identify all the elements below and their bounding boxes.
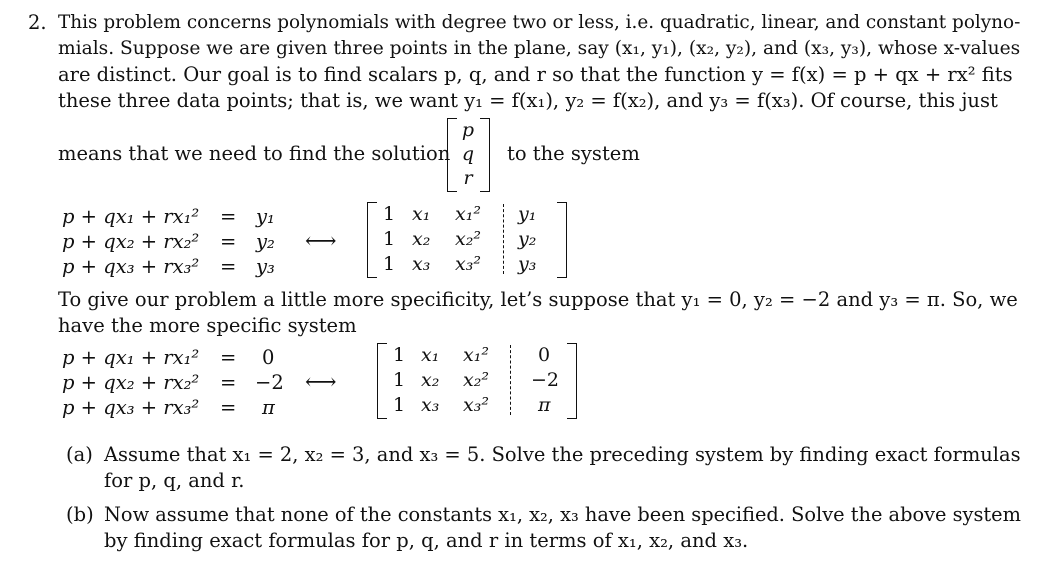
- specific-matrix-bracket-left: [377, 343, 387, 419]
- specific-equivalence-arrow: ⟷: [305, 370, 337, 395]
- sm-r3-c1: 1: [393, 394, 406, 416]
- solution-bracket-left: [447, 118, 457, 192]
- specific-lhs-1: p + qx₁ + rx₁²: [62, 346, 200, 369]
- general-lhs-1: p + qx₁ + rx₁²: [62, 205, 200, 228]
- sm-r3-c2: x₃: [421, 394, 440, 416]
- gm-r2-c4: y₂: [518, 228, 537, 250]
- sm-r3-c4: π: [538, 394, 551, 416]
- part-a-label: (a): [66, 443, 93, 466]
- part-a-line-2: for p, q, and r.: [104, 469, 245, 492]
- intro-line-1: This problem concerns polynomials with degree two or less, i.e. quadratic, linear, and constant polyno-: [58, 12, 1021, 33]
- solution-p: p: [461, 119, 475, 141]
- specific-rhs-2: −2: [255, 371, 284, 394]
- general-augment-divider: [503, 204, 504, 274]
- sm-r3-c3: x₃²: [463, 394, 489, 416]
- means-text-post: to the system: [507, 142, 640, 165]
- intro-line-3: are distinct. Our goal is to find scalars p, q, and r so that the function y = f(x) = p + qx + rx² fits: [58, 63, 1013, 86]
- sm-r1-c3: x₁²: [463, 344, 489, 366]
- gm-r1-c1: 1: [383, 203, 396, 225]
- specific-rhs-1: 0: [262, 346, 275, 369]
- problem-number: 2.: [28, 11, 47, 34]
- means-text-pre: means that we need to find the solution: [58, 142, 451, 165]
- sm-r1-c1: 1: [393, 344, 406, 366]
- sm-r1-c2: x₁: [421, 344, 440, 366]
- sm-r2-c3: x₂²: [463, 369, 489, 391]
- sm-r2-c1: 1: [393, 369, 406, 391]
- specific-line-1: To give our problem a little more specificity, let’s suppose that y₁ = 0, y₂ = −2 and y₃ = π. So, we: [58, 288, 1018, 311]
- general-matrix-bracket-right: [557, 202, 567, 278]
- general-rhs-3: y₃: [256, 255, 275, 278]
- general-rhs-1: y₁: [256, 205, 275, 228]
- gm-r3-c1: 1: [383, 253, 396, 275]
- part-b-line-1: Now assume that none of the constants x₁, x₂, x₃ have been specified. Solve the above system: [104, 503, 1021, 526]
- sm-r2-c4: −2: [531, 369, 560, 391]
- part-a-line-1: Assume that x₁ = 2, x₂ = 3, and x₃ = 5. Solve the preceding system by finding exact formulas: [104, 443, 1021, 466]
- specific-augment-divider: [510, 345, 511, 415]
- specific-eq-3: =: [220, 396, 237, 419]
- specific-eq-2: =: [220, 371, 237, 394]
- general-lhs-3: p + qx₃ + rx₃²: [62, 255, 200, 278]
- gm-r1-c2: x₁: [412, 203, 431, 225]
- specific-line-2: have the more specific system: [58, 314, 357, 337]
- gm-r2-c2: x₂: [412, 228, 431, 250]
- part-b-label: (b): [66, 503, 94, 526]
- gm-r1-c4: y₁: [518, 203, 537, 225]
- general-eq-2: =: [220, 230, 237, 253]
- gm-r3-c3: x₃²: [455, 253, 481, 275]
- gm-r2-c1: 1: [383, 228, 396, 250]
- part-b-line-2: by finding exact formulas for p, q, and r in terms of x₁, x₂, and x₃.: [104, 529, 749, 552]
- intro-line-2: mials. Suppose we are given three points in the plane, say (x₁, y₁), (x₂, y₂), and (x₃, y₃), whose x-values: [58, 38, 1021, 59]
- general-lhs-2: p + qx₂ + rx₂²: [62, 230, 200, 253]
- general-eq-3: =: [220, 255, 237, 278]
- specific-lhs-2: p + qx₂ + rx₂²: [62, 371, 200, 394]
- general-matrix-bracket-left: [367, 202, 377, 278]
- solution-q: q: [461, 143, 475, 165]
- specific-eq-1: =: [220, 346, 237, 369]
- intro-line-4: these three data points; that is, we want y₁ = f(x₁), y₂ = f(x₂), and y₃ = f(x₃). Of course, this just: [58, 89, 998, 112]
- sm-r1-c4: 0: [538, 344, 551, 366]
- solution-bracket-right: [480, 118, 490, 192]
- general-equivalence-arrow: ⟷: [305, 229, 337, 254]
- gm-r1-c3: x₁²: [455, 203, 481, 225]
- specific-rhs-3: π: [262, 396, 275, 419]
- specific-matrix-bracket-right: [567, 343, 577, 419]
- gm-r3-c2: x₃: [412, 253, 431, 275]
- specific-lhs-3: p + qx₃ + rx₃²: [62, 396, 200, 419]
- gm-r3-c4: y₃: [518, 253, 537, 275]
- general-rhs-2: y₂: [256, 230, 275, 253]
- gm-r2-c3: x₂²: [455, 228, 481, 250]
- sm-r2-c2: x₂: [421, 369, 440, 391]
- general-eq-1: =: [220, 205, 237, 228]
- solution-r: r: [463, 167, 473, 189]
